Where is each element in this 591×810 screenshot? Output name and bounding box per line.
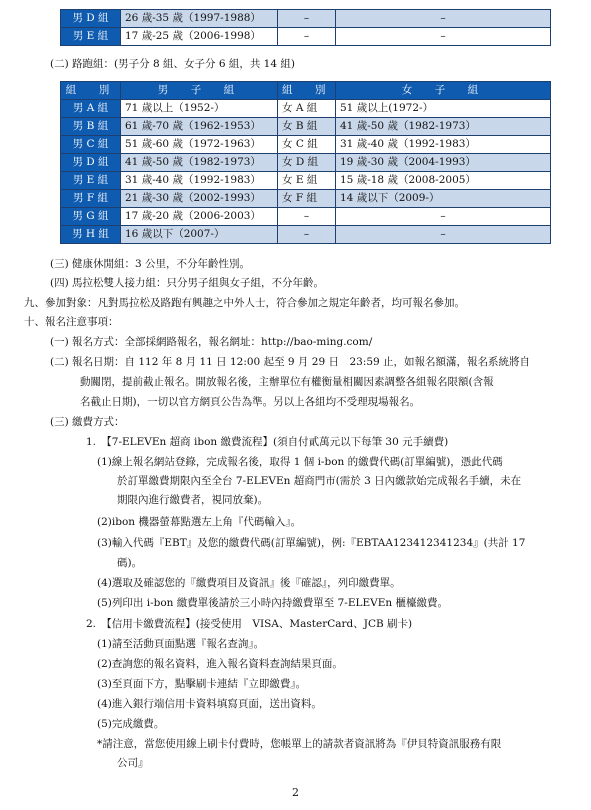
ibon-step-5: (5)列印出 i-bon 繳費單後請於三小時內持繳費單至 7-ELEVEn 櫃檯繳費。: [97, 597, 448, 609]
female-age-range: 41 歲-50 歲（1982-1973）: [336, 118, 551, 136]
ibon-flow-heading: 1. 【7-ELEVEn 超商 ibon 繳費流程】(須自付貳萬元以下每筆 30 元手續費): [86, 436, 449, 448]
female-group-label: –: [278, 10, 336, 28]
registration-notes-heading: 十、報名注意事項：: [24, 316, 119, 328]
card-note-cont: 公司』: [117, 757, 149, 769]
group-label: 男 C 組: [61, 136, 121, 154]
ibon-step-1-cont-2: 期限內進行繳費者，視同放棄)。: [117, 494, 269, 506]
header-female: 女 子 組: [336, 82, 551, 100]
ibon-step-1-cont: 於訂單繳費期限內至全台 7-ELEVEn 超商門市(需於 3 日內繳款始完成報名手續，未在: [117, 475, 522, 487]
female-group-label: 女 D 組: [278, 154, 336, 172]
ibon-step-1: (1)線上報名網站登錄，完成報名後，取得 1 個 i-bon 的繳費代碼(訂單編號)，憑此代碼: [97, 456, 503, 468]
age-range: 41 歲-50 歲（1982-1973）: [121, 154, 278, 172]
ibon-step-4: (4)選取及確認您的『繳費項目及資訊』後『確認』，列印繳費單。: [97, 577, 401, 589]
table-row: [61, 118, 551, 136]
female-group-label: 女 F 組: [278, 190, 336, 208]
card-step-4: (4)進入銀行端信用卡資料填寫頁面，送出資料。: [97, 698, 322, 710]
age-range: 61 歲-70 歲（1962-1953）: [121, 118, 278, 136]
card-note: *請注意，當您使用線上刷卡付費時，您帳單上的請款者資訊將為『伊貝特資訊服務有限: [97, 738, 502, 750]
female-age-range: 15 歲-18 歲（2008-2005）: [336, 172, 551, 190]
ibon-step-2: (2)ibon 機器螢幕點選左上角『代碼輸入』。: [97, 516, 302, 528]
ibon-step-3-cont: 碼)。: [117, 557, 143, 569]
female-age-range: 14 歲以下（2009-）: [336, 190, 551, 208]
header-group: 組 別: [61, 82, 121, 100]
group-label: 男 A 組: [61, 100, 121, 118]
table-row: [61, 208, 551, 226]
age-range: 16 歲以下（2007-）: [121, 226, 278, 244]
age-range: 31 歲-40 歲（1992-1983）: [121, 172, 278, 190]
payment-heading: (三) 繳費方式：: [50, 416, 125, 428]
table-row: [61, 136, 551, 154]
age-range: 26 歲-35 歲（1997-1988）: [121, 10, 278, 28]
card-step-1: (1)請至活動頁面點選『報名查詢』。: [97, 638, 265, 650]
registration-date-line-2: 動關閉，提前截止報名。開放報名後，主辦單位有權衡量相關因素調整各組報名限額(含報: [80, 376, 494, 388]
table-row: [61, 10, 551, 28]
page-number: 2: [292, 786, 299, 799]
female-age-range: –: [336, 208, 551, 226]
age-range: 51 歲-60 歲（1972-1963）: [121, 136, 278, 154]
group-label: 男 F 組: [61, 190, 121, 208]
age-range: 17 歲-20 歲（2006-2003）: [121, 208, 278, 226]
road-run-age-table: [60, 81, 551, 244]
road-run-heading: (二) 路跑組：(男子分 8 組、女子分 6 組，共 14 組): [50, 58, 295, 70]
card-step-2: (2)查詢您的報名資料，進入報名資料查詢結果頁面。: [97, 658, 343, 670]
female-age-range: 31 歲-40 歲（1992-1983）: [336, 136, 551, 154]
header-male: 男 子 組: [121, 82, 278, 100]
group-label: 男 H 組: [61, 226, 121, 244]
table-row: [61, 100, 551, 118]
group-label: 男 B 組: [61, 118, 121, 136]
table-row: [61, 226, 551, 244]
female-group-label: –: [278, 208, 336, 226]
group-label: 男 E 組: [61, 28, 121, 46]
age-range: 71 歲以上（1952-）: [121, 100, 278, 118]
age-range: 17 歲-25 歲（2006-1998）: [121, 28, 278, 46]
female-age-range: 19 歲-30 歲（2004-1993）: [336, 154, 551, 172]
card-step-3: (3)至頁面下方，點擊刷卡連結『立即繳費』。: [97, 678, 307, 690]
female-age-range: –: [336, 28, 551, 46]
registration-date-line-3: 名截止日期)，一切以官方網頁公告為準。另以上各組均不受理現場報名。: [80, 396, 421, 408]
table-header-row: [61, 82, 551, 100]
age-group-table-continued: [60, 9, 551, 46]
female-group-label: 女 E 組: [278, 172, 336, 190]
card-step-5: (5)完成繳費。: [97, 718, 165, 730]
header-group: 組 別: [278, 82, 336, 100]
female-age-range: –: [336, 10, 551, 28]
group-label: 男 G 組: [61, 208, 121, 226]
table-row: [61, 172, 551, 190]
female-age-range: –: [336, 226, 551, 244]
table-row: [61, 154, 551, 172]
relay-group-line: (四) 馬拉松雙人接力組：只分男子組與女子組，不分年齡。: [50, 277, 325, 289]
group-label: 男 E 組: [61, 172, 121, 190]
female-group-label: –: [278, 28, 336, 46]
registration-method-line: (一) 報名方式：全部採網路報名，報名網址：http://bao-ming.com/: [50, 336, 373, 348]
female-group-label: 女 A 組: [278, 100, 336, 118]
group-label: 男 D 組: [61, 10, 121, 28]
eligibility-line: 九、參加對象：凡對馬拉松及路跑有興趣之中外人士，符合參加之規定年齡者，均可報名參加。: [24, 297, 465, 309]
age-range: 21 歲-30 歲（2002-1993）: [121, 190, 278, 208]
female-group-label: 女 B 組: [278, 118, 336, 136]
registration-date-line: (二) 報名日期：自 112 年 8 月 11 日 12:00 起至 9 月 29 日 23:59 止，如報名額滿，報名系統將自: [50, 356, 531, 368]
female-age-range: 51 歲以上(1972-）: [336, 100, 551, 118]
health-group-line: (三) 健康休閒組：3 公里，不分年齡性別。: [50, 258, 251, 270]
female-group-label: –: [278, 226, 336, 244]
group-label: 男 D 組: [61, 154, 121, 172]
table-row: [61, 190, 551, 208]
ibon-step-3: (3)輸入代碼『EBT』及您的繳費代碼(訂單編號)，例:『EBTAA123412341234』(共計 17: [97, 537, 526, 549]
female-group-label: 女 C 組: [278, 136, 336, 154]
table-row: [61, 28, 551, 46]
credit-card-flow-heading: 2. 【信用卡繳費流程】(接受使用 VISA、MasterCard、JCB 刷卡): [86, 618, 413, 630]
